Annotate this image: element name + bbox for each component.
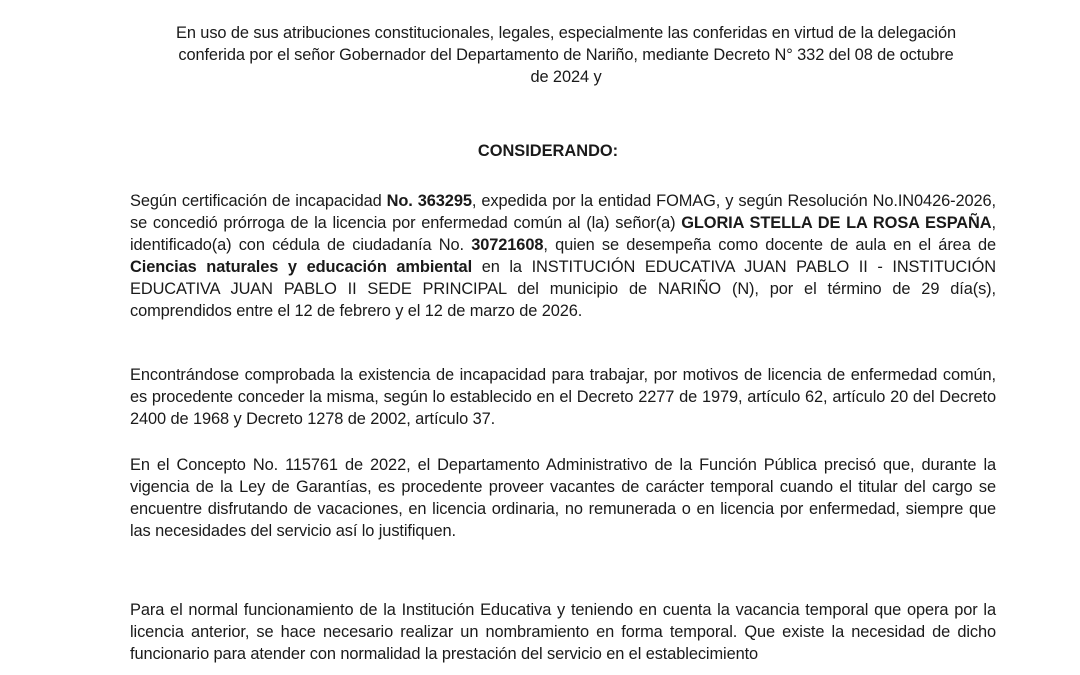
section-heading: CONSIDERANDO:	[477, 142, 619, 160]
id-number: 30721608	[471, 236, 544, 254]
employee-name: GLORIA STELLA DE LA ROSA ESPAÑA	[681, 214, 992, 232]
p1-text-5: en la INSTITUCIÓN EDUCATIVA JUAN PABLO II - INSTITUCIÓN EDUCATIVA JUAN PABLO II SEDE PRINCIPAL del municipio de NARIÑO (N), por el término de 29 día(s), comprendidos entre el 12 de febrero y el 12 de marzo de 2026.	[130, 258, 996, 320]
intro-line-2: conferida por el señor Gobernador del Departamento de Nariño, mediante Decreto N° 332 del 08 de octubre	[178, 46, 954, 64]
paragraph-incapacity: Encontrándose comprobada la existencia de incapacidad para trabajar, por motivos de licencia de enfermedad común, es procedente conceder la misma, según lo establecido en el Decreto 2277 de 1979, artículo 62, artículo 20 del Decreto 2400 de 1968 y Decreto 1278 de 2002, artículo 37.	[130, 366, 996, 428]
paragraph-vacancy: Para el normal funcionamiento de la Institución Educativa y teniendo en cuenta la vacancia temporal que opera por la licencia anterior, se hace necesario realizar un nombramiento en forma temporal. Que existe la necesidad de dicho funcionario para atender con normalidad la prestación del servicio en el establecimiento	[130, 601, 996, 663]
p1-text-1: Según certificación de incapacidad	[130, 192, 387, 210]
p1-text-3: , identificado(a) con cédula de ciudadanía No.	[130, 214, 996, 254]
intro-line-3: de 2024 y	[530, 68, 602, 86]
intro-paragraph	[136, 22, 996, 88]
paragraph-concept: En el Concepto No. 115761 de 2022, el Departamento Administrativo de la Función Pública precisó que, durante la vigencia de la Ley de Garantías, es procedente proveer vacantes de carácter temporal cuando el titular del cargo se encuentre disfrutando de vacaciones, en licencia ordinaria, no remunerada o en licencia por enfermedad, siempre que las necesidades del servicio así lo justifiquen.	[130, 456, 996, 540]
intro-line-1: En uso de sus atribuciones constitucionales, legales, especialmente las conferidas en virtud de la delegación	[176, 24, 956, 42]
subject-area: Ciencias naturales y educación ambiental	[130, 258, 473, 276]
p1-text-4: , quien se desempeña como docente de aula en el área de	[543, 236, 996, 254]
p1-text-2: , expedida por la entidad FOMAG, y según Resolución No.IN0426-2026, se concedió prórroga de la licencia por enfermedad común al (la) señor(a)	[130, 192, 996, 232]
certificate-number: No. 363295	[386, 192, 472, 210]
paragraph-certification	[130, 190, 996, 322]
